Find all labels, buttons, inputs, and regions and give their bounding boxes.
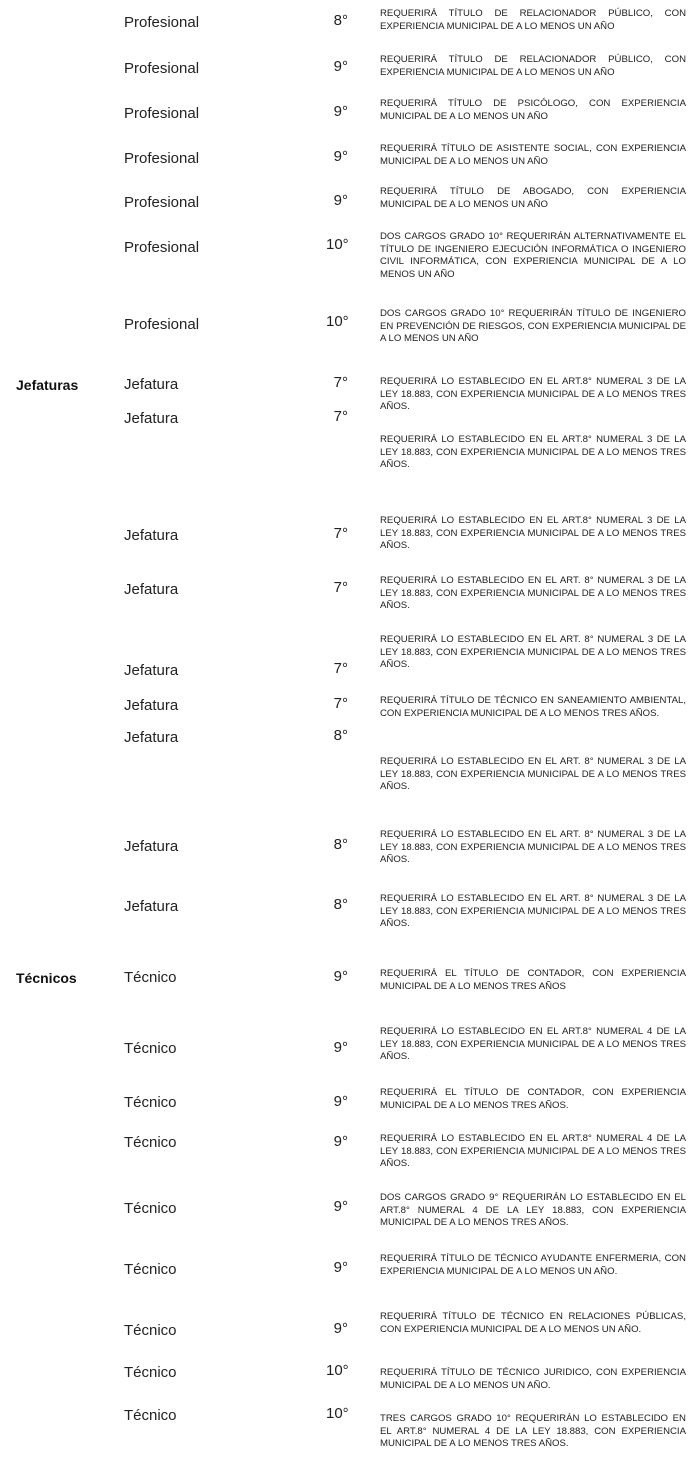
cargo-cell: Técnico	[124, 1200, 177, 1217]
requisito-cell: REQUERIRÁ TÍTULO DE TÉCNICO AYUDANTE ENFERMERIA, CON EXPERIENCIA MUNICIPAL DE A LO MENOS UN AÑO.	[380, 1253, 686, 1277]
requisito-cell: REQUERIRÁ LO ESTABLECIDO EN EL ART. 8° NUMERAL 3 DE LA LEY 18.883, CON EXPERIENCIA MUNICIPAL DE A LO MENOS TRES AÑOS.	[380, 634, 686, 671]
cargo-cell: Técnico	[124, 1040, 177, 1057]
requisito-cell: REQUERIRÁ TÍTULO DE TÉCNICO JURIDICO, CON EXPERIENCIA MUNICIPAL DE A LO MENOS UN AÑO.	[380, 1367, 686, 1391]
requisito-cell: REQUERIRÁ LO ESTABLECIDO EN EL ART.8° NUMERAL 3 DE LA LEY 18.883, CON EXPERIENCIA MUNICIPAL DE A LO MENOS TRES AÑOS.	[380, 515, 686, 552]
requisito-cell: TRES CARGOS GRADO 10° REQUERIRÁN LO ESTABLECIDO EN EL ART.8° NUMERAL 4 DE LA LEY 18.883, CON EXPERIENCIA MUNICIPAL DE A LO MENOS TRES AÑOS.	[380, 1413, 686, 1450]
cargo-cell: Técnico	[124, 1134, 177, 1151]
requisito-cell: REQUERIRÁ TÍTULO DE ASISTENTE SOCIAL, CON EXPERIENCIA MUNICIPAL DE A LO MENOS UN AÑO	[380, 143, 686, 167]
cargo-cell: Técnico	[124, 1364, 177, 1381]
cargo-cell: Profesional	[124, 150, 200, 167]
cargo-cell: Jefatura	[124, 662, 179, 679]
requisito-cell: REQUERIRÁ LO ESTABLECIDO EN EL ART. 8° NUMERAL 3 DE LA LEY 18.883, CON EXPERIENCIA MUNICIPAL DE A LO MENOS TRES AÑOS.	[380, 756, 686, 793]
grado-cell: 9°	[333, 103, 348, 120]
requisito-cell: REQUERIRÁ LO ESTABLECIDO EN EL ART.8° NUMERAL 4 DE LA LEY 18.883, CON EXPERIENCIA MUNICIPAL DE A LO MENOS TRES AÑOS.	[380, 1133, 686, 1170]
cargo-cell: Profesional	[124, 316, 200, 333]
grado-cell: 8°	[333, 12, 348, 29]
grado-cell: 9°	[333, 968, 348, 985]
grado-cell: 9°	[333, 1320, 348, 1337]
grado-cell: 10°	[326, 236, 349, 253]
grado-cell: 8°	[333, 836, 348, 853]
cargo-cell: Jefatura	[124, 697, 179, 714]
grado-cell: 7°	[333, 374, 348, 391]
grado-cell: 7°	[333, 525, 348, 542]
cargo-cell: Jefatura	[124, 729, 179, 746]
cargo-cell: Técnico	[124, 969, 177, 986]
requisito-cell: REQUERIRÁ TÍTULO DE TÉCNICO EN RELACIONES PÚBLICAS, CON EXPERIENCIA MUNICIPAL DE A LO MENOS UN AÑO.	[380, 1311, 686, 1335]
planta-label: Jefaturas	[16, 377, 79, 393]
grado-cell: 9°	[333, 58, 348, 75]
cargo-cell: Jefatura	[124, 376, 179, 393]
cargo-cell: Técnico	[124, 1322, 177, 1339]
requisito-cell: REQUERIRÁ TÍTULO DE RELACIONADOR PÚBLICO, CON EXPERIENCIA MUNICIPAL DE A LO MENOS UN AÑO	[380, 8, 686, 32]
grado-cell: 10°	[326, 1362, 349, 1379]
grado-cell: 9°	[333, 148, 348, 165]
grado-cell: 7°	[333, 695, 348, 712]
requisito-cell: DOS CARGOS GRADO 9° REQUERIRÁN LO ESTABLECIDO EN EL ART.8° NUMERAL 4 DE LA LEY 18.883, CON EXPERIENCIA MUNICIPAL DE A LO MENOS TRES AÑOS.	[380, 1192, 686, 1229]
requisito-cell: REQUERIRÁ TÍTULO DE TÉCNICO EN SANEAMIENTO AMBIENTAL, CON EXPERIENCIA MUNICIPAL DE A LO MENOS TRES AÑOS.	[380, 695, 686, 719]
cargo-cell: Jefatura	[124, 898, 179, 915]
requisito-cell: REQUERIRÁ LO ESTABLECIDO EN EL ART. 8° NUMERAL 3 DE LA LEY 18.883, CON EXPERIENCIA MUNICIPAL DE A LO MENOS TRES AÑOS.	[380, 829, 686, 866]
grado-cell: 7°	[333, 408, 348, 425]
cargo-cell: Jefatura	[124, 410, 179, 427]
cargo-cell: Profesional	[124, 14, 200, 31]
requisito-cell: REQUERIRÁ EL TÍTULO DE CONTADOR, CON EXPERIENCIA MUNICIPAL DE A LO MENOS TRES AÑOS.	[380, 1087, 686, 1111]
cargo-cell: Técnico	[124, 1094, 177, 1111]
grado-cell: 8°	[333, 896, 348, 913]
requisito-cell: REQUERIRÁ LO ESTABLECIDO EN EL ART. 8° NUMERAL 3 DE LA LEY 18.883, CON EXPERIENCIA MUNICIPAL DE A LO MENOS TRES AÑOS.	[380, 575, 686, 612]
requisito-cell: REQUERIRÁ EL TÍTULO DE CONTADOR, CON EXPERIENCIA MUNICIPAL DE A LO MENOS TRES AÑOS	[380, 968, 686, 992]
cargo-cell: Profesional	[124, 105, 200, 122]
requisito-cell: REQUERIRÁ LO ESTABLECIDO EN EL ART.8° NUMERAL 3 DE LA LEY 18.883, CON EXPERIENCIA MUNICIPAL DE A LO MENOS TRES AÑOS.	[380, 376, 686, 413]
requisito-cell: REQUERIRÁ TÍTULO DE ABOGADO, CON EXPERIENCIA MUNICIPAL DE A LO MENOS UN AÑO	[380, 186, 686, 210]
requisito-cell: REQUERIRÁ TÍTULO DE RELACIONADOR PÚBLICO, CON EXPERIENCIA MUNICIPAL DE A LO MENOS UN AÑO	[380, 54, 686, 78]
planta-label: Técnicos	[16, 970, 77, 986]
requisito-cell: REQUERIRÁ LO ESTABLECIDO EN EL ART.8° NUMERAL 3 DE LA LEY 18.883, CON EXPERIENCIA MUNICIPAL DE A LO MENOS TRES AÑOS.	[380, 434, 686, 471]
grado-cell: 7°	[333, 579, 348, 596]
grado-cell: 9°	[333, 1259, 348, 1276]
grado-cell: 9°	[333, 1133, 348, 1150]
cargo-cell: Profesional	[124, 60, 200, 77]
cargo-cell: Jefatura	[124, 581, 179, 598]
requisito-cell: REQUERIRÁ LO ESTABLECIDO EN EL ART. 8° NUMERAL 3 DE LA LEY 18.883, CON EXPERIENCIA MUNICIPAL DE A LO MENOS TRES AÑOS.	[380, 893, 686, 930]
cargo-cell: Técnico	[124, 1261, 177, 1278]
cargo-cell: Jefatura	[124, 527, 179, 544]
cargo-cell: Jefatura	[124, 838, 179, 855]
grado-cell: 7°	[333, 660, 348, 677]
grado-cell: 9°	[333, 1039, 348, 1056]
requisito-cell: REQUERIRÁ LO ESTABLECIDO EN EL ART.8° NUMERAL 4 DE LA LEY 18.883, CON EXPERIENCIA MUNICIPAL DE A LO MENOS TRES AÑOS.	[380, 1026, 686, 1063]
cargo-cell: Profesional	[124, 194, 200, 211]
cargo-cell: Técnico	[124, 1407, 177, 1424]
grado-cell: 8°	[333, 727, 348, 744]
grado-cell: 10°	[326, 313, 349, 330]
requisito-cell: REQUERIRÁ TÍTULO DE PSICÓLOGO, CON EXPERIENCIA MUNICIPAL DE A LO MENOS UN AÑO	[380, 98, 686, 122]
requisito-cell: DOS CARGOS GRADO 10° REQUERIRÁN TÍTULO DE INGENIERO EN PREVENCIÓN DE RIESGOS, CON EXPERIENCIA MUNICIPAL DE A LO MENOS UN AÑO	[380, 308, 686, 345]
grado-cell: 9°	[333, 192, 348, 209]
grado-cell: 9°	[333, 1198, 348, 1215]
cargo-cell: Profesional	[124, 239, 200, 256]
grado-cell: 10°	[326, 1405, 349, 1422]
grado-cell: 9°	[333, 1093, 348, 1110]
requisito-cell: DOS CARGOS GRADO 10° REQUERIRÁN ALTERNATIVAMENTE EL TÍTULO DE INGENIERO EJECUCIÓN INFORMÁTICA O INGENIERO CIVIL INFORMÁTICA, CON EXPERIENCIA MUNICIPAL DE A LO MENOS UN AÑO	[380, 231, 686, 280]
